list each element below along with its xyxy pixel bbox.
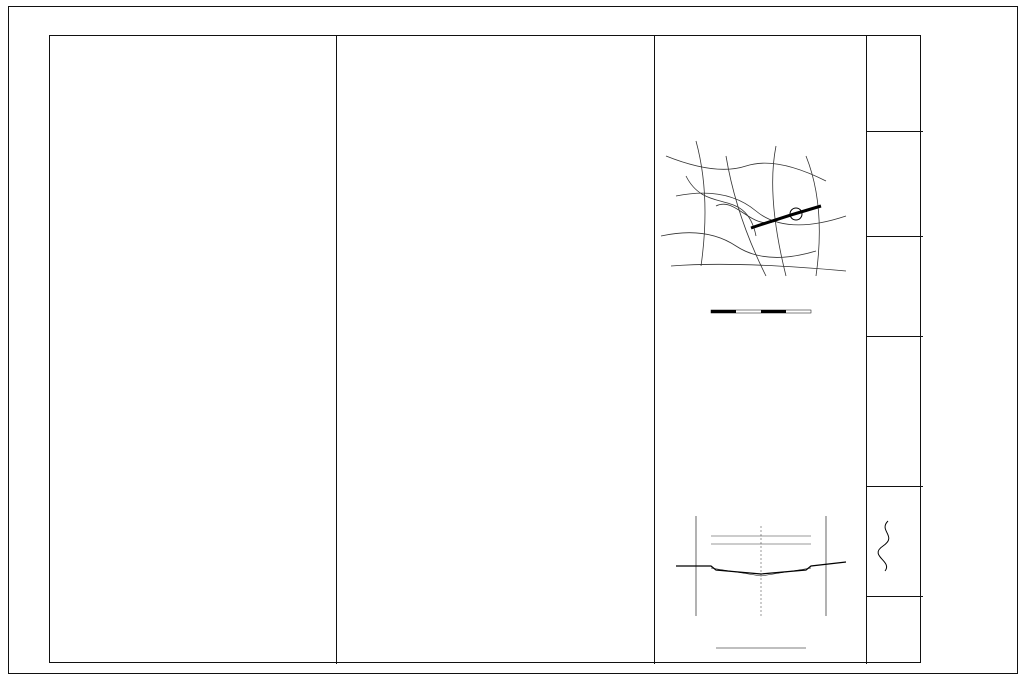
engineer-signature	[873, 516, 903, 576]
drawing-sheet	[8, 6, 1018, 674]
drawing-frame	[49, 35, 921, 663]
typical-section	[656, 496, 866, 661]
grid-bottom	[27, 666, 921, 680]
grid-top	[27, 21, 921, 35]
grid-left	[37, 35, 49, 665]
notice-to-contractors	[54, 36, 336, 42]
typical-section-drawing	[656, 496, 866, 661]
key-map	[656, 136, 866, 291]
column-rule	[336, 36, 337, 664]
project-alignment	[751, 206, 821, 228]
index-to-sheets	[656, 36, 866, 38]
column-rule	[654, 36, 655, 664]
construction-notes	[656, 336, 864, 343]
key-map-drawing	[656, 136, 866, 326]
title-block	[866, 36, 923, 664]
graphic-scale-bar	[711, 310, 811, 313]
notice-contd	[340, 36, 652, 50]
